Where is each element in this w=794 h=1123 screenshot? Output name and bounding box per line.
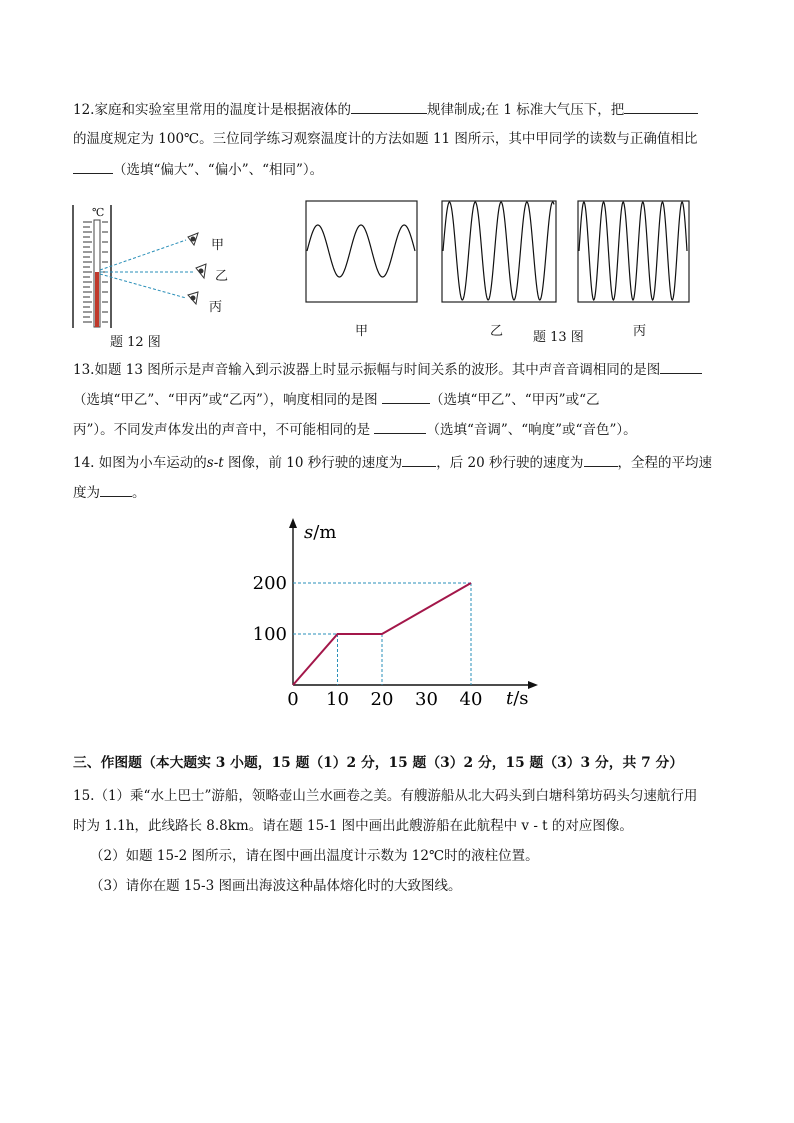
figure-12-caption: 题 12 图 (110, 335, 161, 350)
x-tick-label: 30 (415, 689, 438, 710)
x-axis-label: t/s (506, 688, 529, 709)
q14-line1: 14. 如图为小车运动的s-t 图像，前 10 秒行驶的速度为 ，后 20 秒行驶的速度为 ，全程的平均速 (73, 455, 713, 471)
x-tick-label: 20 (370, 689, 394, 710)
q14-blank-3[interactable] (100, 484, 132, 497)
y-tick-label: 100 (252, 624, 287, 645)
q15-2-text: （2）如题 15-2 图所示，请在图中画出温度计示数为 12℃时的液柱位置。 (90, 848, 539, 864)
q15-1-line2: 时为 1.1h，此线路长 8.8km。请在题 15-1 图中画出此艘游船在此航程中 v - t 的对应图像。 (73, 818, 633, 834)
observer-label-c: 丙 (209, 300, 223, 315)
waveform-label-b: 乙 (490, 324, 504, 339)
x-axis-arrow (528, 681, 538, 689)
x-tick-label: 0 (287, 689, 299, 710)
q12-line2: 的温度规定为 100℃。三位同学练习观察温度计的方法如题 11 图所示，其中甲同学的读数与正确值相比 (73, 131, 698, 147)
q12-blank-3[interactable] (73, 161, 113, 174)
q13-blank-3[interactable] (374, 421, 426, 434)
waveform-b (441, 200, 558, 304)
q15-3-text: （3）请你在题 15-3 图画出海波这种晶体熔化时的大致图线。 (90, 878, 462, 894)
q13-blank-2[interactable] (382, 391, 430, 404)
y-axis-arrow (289, 518, 297, 528)
waveform-label-c: 丙 (633, 324, 647, 339)
q13-line3: 丙”）。不同发声体发出的声音中，不可能相同的是 （选填“音调”、“响度”或“音色”）。 (73, 422, 637, 438)
waveform-a (305, 200, 419, 304)
y-axis-label: s/m (304, 522, 337, 543)
waveform-label-a: 甲 (355, 324, 369, 339)
q13-line1: 13.如题 13 图所示是声音输入到示波器上时显示振幅与时间关系的波形。其中声音音调相同的是图 (73, 361, 723, 378)
eye-icon (188, 233, 206, 304)
q12-line1: 12.家庭和实验室里常用的温度计是根据液体的 规律制成;在 1 标准大气压下，把 (73, 101, 723, 118)
q12-line3: （选填“偏大”、“偏小”、“相同”）。 (73, 161, 723, 178)
q14-line2: 度为 。 (73, 485, 146, 501)
thermometer-unit: ℃ (92, 206, 105, 219)
x-tick-label: 10 (326, 689, 349, 710)
q14-blank-1[interactable] (402, 454, 436, 467)
q13-blank-1[interactable] (660, 361, 702, 374)
q14-blank-2[interactable] (584, 454, 618, 467)
observer-label-b: 乙 (215, 269, 229, 284)
q15-1-line1: 15.（1）乘“水上巴士”游船，领略壶山兰水画卷之美。有艘游船从北大码头到白塘科第坊码头匀速航行用 (73, 788, 698, 804)
x-tick-label: 40 (459, 689, 483, 710)
waveform-c (577, 200, 691, 304)
figure-13-caption: 题 13 图 (533, 330, 584, 345)
q12-blank-1[interactable] (351, 101, 427, 114)
q13-line2: （选填“甲乙”、“甲丙”或“乙丙”），响度相同的是图 （选填“甲乙”、“甲丙”或“乙 (73, 392, 600, 408)
y-tick-label: 200 (252, 573, 287, 594)
observer-label-a: 甲 (211, 238, 225, 253)
section3-heading: 三、作图题（本大题实 3 小题，15 题（1）2 分，15 题（3）2 分，15 题（3）3 分，共 7 分） (73, 755, 684, 771)
thermometer-liquid (95, 272, 99, 327)
sight-lines (100, 240, 194, 298)
st-chart (248, 512, 548, 712)
q12-blank-2[interactable] (624, 101, 698, 114)
